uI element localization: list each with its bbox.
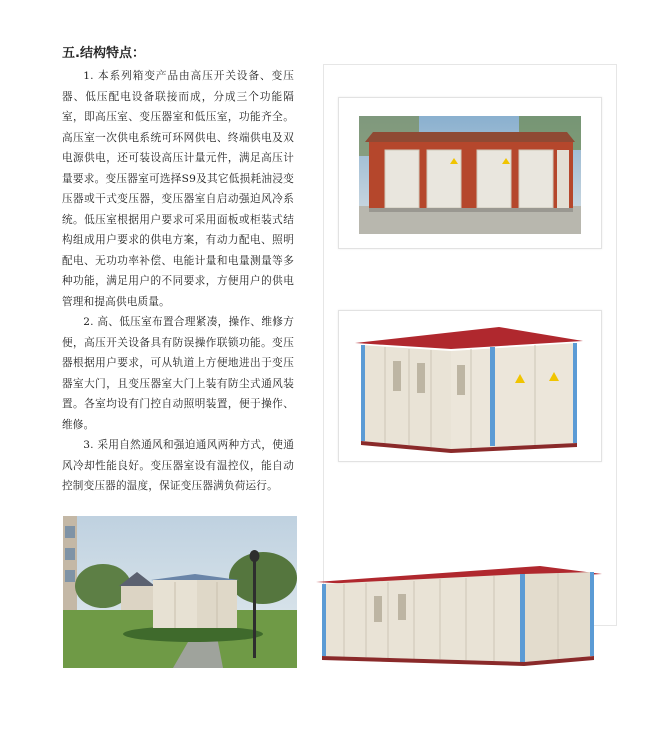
blue-frame-substation-photo	[339, 311, 601, 461]
long-substation-photo	[314, 560, 604, 670]
image-card-3	[63, 516, 297, 668]
image-card-1	[338, 97, 602, 249]
paragraph-2: 2. 高、低压室布置合理紧凑，操作、维修方便，高压开关设备具有防误操作联锁功能。变压器根据用户要求，可从轨道上方便地进出于变压器室大门，且变压器室大门上装有防尘式通风装置。各室均设有门控自动照明装置，便于操作、维修。	[62, 316, 294, 431]
paragraph-3: 3. 采用自然通风和强迫通风两种方式，使通风冷却性能良好。变压器室设有温控仪，能自动控制变压器的温度，保证变压器满负荷运行。	[62, 439, 294, 492]
body-text	[62, 66, 294, 497]
brick-substation-photo	[339, 98, 601, 248]
section-title: 五.结构特点：	[62, 46, 145, 61]
image-card-2	[338, 310, 602, 462]
image-card-4	[314, 560, 604, 670]
park-substation-photo	[63, 516, 297, 668]
paragraph-1: 1. 本系列箱变产品由高压开关设备、变压器、低压配电设备联接而成，分成三个功能隔室，即高压室、变压器室和低压室，功能齐全。高压室一次供电系统可环网供电、终端供电及双电源供电，还可装设高压计量元件，满足高压计量要求。变压器室可选择S9及其它低损耗油浸变压器或干式变压器，变压器室自启动强迫风冷系统。低压室根据用户要求可采用面板或柜装式结构组成用户要求的供电方案，有动力配电、照明配电、无功功率补偿、电能计量和电量测量等多种功能，满足用户的不同要求，方便用户的供电管理和提高供电质量。	[62, 70, 294, 308]
